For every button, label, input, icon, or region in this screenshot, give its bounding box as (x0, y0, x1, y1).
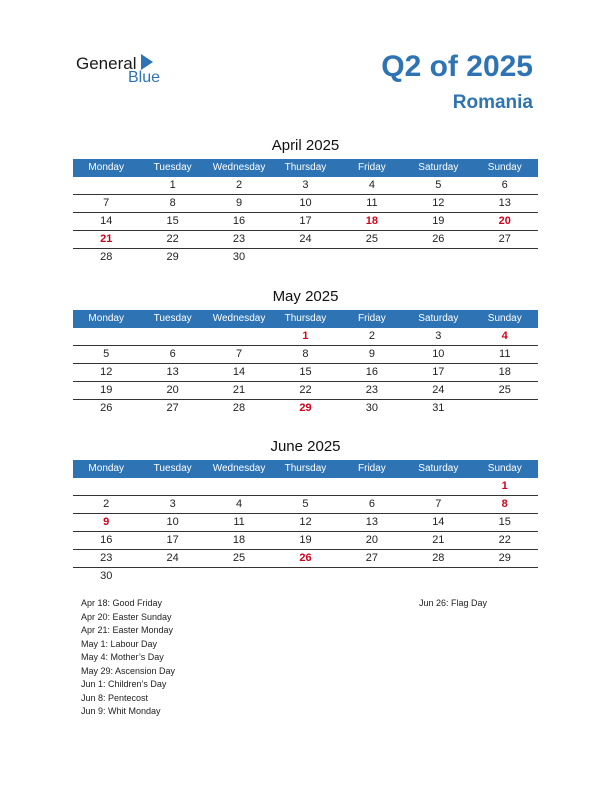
day-cell: 27 (365, 552, 379, 564)
brand-logo (76, 52, 176, 88)
day-cell: 18 (498, 366, 511, 378)
day-cell (339, 249, 405, 266)
day-cell: 3 (169, 498, 176, 510)
day-cell: 2 (235, 179, 243, 191)
day-cell: 29 (166, 251, 179, 263)
day-cell: 13 (498, 197, 511, 209)
day-cell: 14 (232, 366, 246, 378)
weekday-label: Tuesday (153, 463, 192, 474)
day-cell: 26 (299, 552, 312, 564)
day-cell: 24 (299, 233, 312, 245)
day-cell: 10 (432, 348, 445, 360)
weekday-label: Wednesday (212, 313, 266, 324)
day-cell (339, 568, 405, 585)
day-cell: 25 (365, 233, 379, 245)
day-cell: 4 (501, 330, 508, 342)
week-row (73, 231, 538, 249)
weekday-label: Sunday (487, 313, 522, 324)
day-cell (472, 568, 538, 585)
holiday-note: Apr 18: Good Friday (81, 598, 163, 608)
day-cell: 13 (365, 516, 379, 528)
holiday-note: May 4: Mother’s Day (81, 652, 164, 662)
weekday-label: Thursday (284, 313, 327, 324)
week-row (73, 532, 538, 550)
day-cell: 14 (100, 215, 113, 227)
weekday-label: Thursday (284, 463, 327, 474)
weekday-label: Wednesday (212, 162, 266, 173)
weekday-label: Friday (358, 313, 386, 324)
day-cell: 25 (498, 384, 511, 396)
week-row (73, 514, 538, 532)
holiday-note: May 1: Labour Day (81, 638, 158, 649)
week-row (73, 496, 538, 514)
day-cell (73, 478, 139, 495)
day-cell: 9 (235, 197, 243, 209)
day-cell: 30 (365, 402, 379, 414)
day-cell: 11 (366, 197, 378, 209)
country-name: Romania (452, 92, 533, 113)
day-cell: 5 (435, 179, 442, 191)
day-cell: 2 (103, 498, 110, 510)
weekday-header-row (73, 310, 538, 328)
day-cell: 22 (299, 384, 312, 396)
weekday-label: Thursday (284, 162, 327, 173)
week-row (73, 346, 538, 364)
day-cell: 16 (100, 534, 113, 546)
day-cell: 22 (498, 534, 511, 546)
day-cell: 7 (435, 498, 442, 510)
day-cell (73, 328, 139, 345)
logo-general-text: General (76, 54, 137, 73)
holiday-note: Jun 1: Children’s Day (81, 679, 167, 689)
weekday-label: Sunday (487, 162, 522, 173)
day-cell (139, 328, 205, 345)
day-cell: 5 (302, 498, 309, 510)
day-cell: 8 (501, 498, 508, 510)
day-cell: 21 (432, 534, 445, 546)
day-cell: 7 (235, 348, 243, 360)
logo-flag-icon (141, 54, 153, 70)
day-cell: 18 (232, 534, 246, 546)
day-cell: 1 (169, 179, 176, 191)
day-cell: 10 (299, 197, 312, 209)
day-cell: 11 (499, 348, 511, 360)
day-cell (139, 478, 205, 495)
weekday-label: Wednesday (212, 463, 266, 474)
week-row (73, 177, 538, 195)
day-cell (405, 249, 471, 266)
weekday-header-row (73, 460, 538, 478)
day-cell: 12 (299, 516, 312, 528)
day-cell: 4 (368, 179, 375, 191)
day-cell: 17 (432, 366, 445, 378)
day-cell: 7 (103, 197, 110, 209)
weekday-label: Sunday (487, 463, 522, 474)
day-cell (405, 568, 471, 585)
day-cell: 24 (166, 552, 179, 564)
day-cell: 19 (432, 215, 445, 227)
day-cell: 2 (368, 330, 375, 342)
day-cell: 3 (302, 179, 309, 191)
day-cell: 20 (365, 534, 379, 546)
day-cell: 30 (232, 251, 246, 263)
holiday-note: May 29: Ascension Day (81, 665, 176, 676)
week-row (73, 195, 538, 213)
page-title: Q2 of 2025 (381, 50, 533, 83)
day-cell: 5 (103, 348, 110, 360)
day-cell: 20 (166, 384, 179, 396)
day-cell: 12 (432, 197, 445, 209)
week-row (73, 550, 538, 568)
week-row (73, 328, 538, 346)
weekday-label: Friday (358, 463, 386, 474)
day-cell: 3 (435, 330, 442, 342)
day-cell: 25 (232, 552, 246, 564)
week-row (73, 400, 538, 417)
week-row (73, 568, 538, 585)
day-cell (206, 568, 272, 585)
holiday-note: Jun 8: Pentecost (81, 692, 149, 703)
day-cell: 15 (166, 215, 179, 227)
day-cell: 15 (498, 516, 511, 528)
day-cell: 31 (432, 402, 445, 414)
week-row (73, 249, 538, 266)
month-may (73, 287, 538, 417)
weekday-label: Saturday (418, 162, 459, 173)
day-cell: 28 (100, 251, 113, 263)
day-cell (339, 478, 405, 495)
day-cell: 6 (368, 498, 375, 510)
day-cell: 27 (166, 402, 179, 414)
day-cell: 28 (232, 402, 246, 414)
weekday-label: Saturday (418, 463, 459, 474)
day-cell: 24 (432, 384, 445, 396)
weekday-label: Friday (358, 162, 386, 173)
day-cell (272, 568, 338, 585)
day-cell: 6 (501, 179, 508, 191)
day-cell: 21 (232, 384, 246, 396)
day-cell: 8 (169, 197, 176, 209)
weekday-label: Tuesday (153, 162, 192, 173)
holiday-notes-right (419, 597, 487, 611)
day-cell: 29 (498, 552, 511, 564)
weekday-label: Monday (88, 162, 124, 173)
day-cell: 1 (501, 480, 508, 492)
week-row (73, 478, 538, 496)
day-cell (272, 249, 338, 266)
day-cell: 12 (100, 366, 113, 378)
weekday-label: Tuesday (153, 313, 192, 324)
day-cell: 8 (302, 348, 309, 360)
day-cell: 1 (302, 330, 309, 342)
day-cell: 9 (368, 348, 375, 360)
day-cell: 9 (103, 516, 110, 528)
day-cell: 17 (299, 215, 312, 227)
week-row (73, 364, 538, 382)
day-cell: 17 (166, 534, 179, 546)
weekday-label: Monday (88, 313, 124, 324)
day-cell: 26 (432, 233, 445, 245)
day-cell (206, 328, 272, 345)
day-cell (472, 400, 538, 417)
day-cell: 29 (299, 402, 312, 414)
day-cell: 16 (232, 215, 246, 227)
month-april (73, 136, 538, 266)
month-title: June 2025 (270, 438, 341, 455)
day-cell: 15 (299, 366, 312, 378)
day-cell: 28 (432, 552, 445, 564)
day-cell: 18 (365, 215, 379, 227)
month-title: April 2025 (271, 137, 340, 154)
logo-blue-text: Blue (128, 69, 161, 86)
holiday-notes-left (81, 597, 175, 719)
day-cell: 19 (100, 384, 113, 396)
day-cell: 21 (100, 233, 113, 245)
weekday-header-row (73, 159, 538, 177)
day-cell (472, 249, 538, 266)
holiday-note: Jun 26: Flag Day (419, 598, 488, 608)
day-cell: 19 (299, 534, 312, 546)
day-cell: 11 (233, 516, 245, 528)
day-cell: 10 (166, 516, 179, 528)
day-cell: 23 (365, 384, 379, 396)
day-cell: 23 (232, 233, 246, 245)
day-cell (139, 568, 205, 585)
week-row (73, 382, 538, 400)
day-cell (405, 478, 471, 495)
day-cell: 30 (100, 570, 113, 582)
day-cell: 16 (365, 366, 379, 378)
day-cell (206, 478, 272, 495)
month-june (73, 437, 538, 585)
day-cell: 4 (235, 498, 243, 510)
weekday-label: Saturday (418, 313, 459, 324)
week-row (73, 213, 538, 231)
day-cell: 13 (166, 366, 179, 378)
holiday-note: Apr 20: Easter Sunday (81, 611, 172, 622)
month-title: May 2025 (272, 288, 339, 305)
day-cell: 23 (100, 552, 113, 564)
day-cell (73, 177, 139, 194)
holiday-note: Jun 9: Whit Monday (81, 706, 161, 716)
day-cell: 14 (432, 516, 445, 528)
day-cell: 27 (498, 233, 511, 245)
day-cell (272, 478, 338, 495)
holiday-note: Apr 21: Easter Monday (81, 625, 174, 635)
day-cell: 22 (166, 233, 179, 245)
weekday-label: Monday (88, 463, 124, 474)
day-cell: 26 (100, 402, 113, 414)
day-cell: 6 (169, 348, 176, 360)
day-cell: 20 (498, 215, 511, 227)
